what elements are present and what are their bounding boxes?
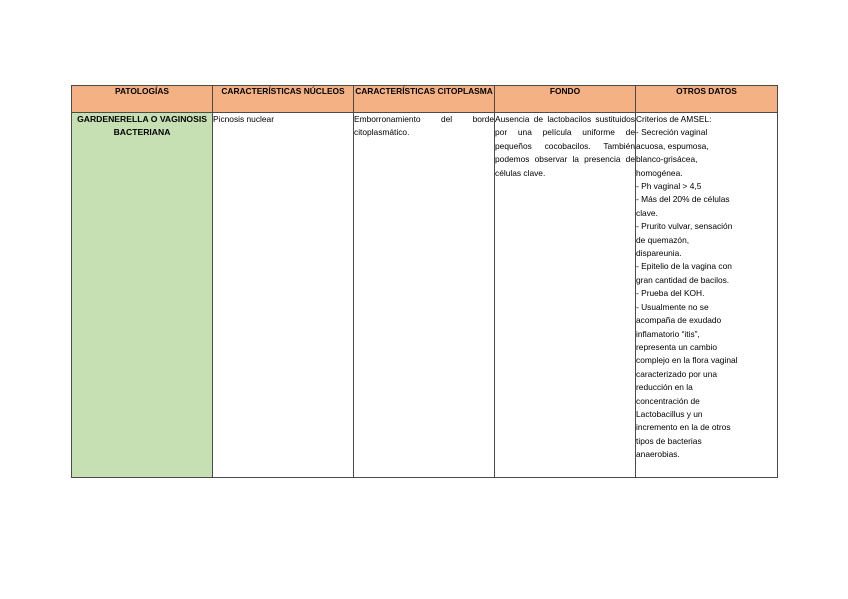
citoplasma-cell: Emborronamiento del borde citoplasmático. bbox=[354, 113, 495, 478]
otros-datos-line: reducción en la bbox=[636, 382, 693, 393]
header-caracteristicas-citoplasma: CARACTERÍSTICAS CITOPLASMA bbox=[354, 86, 495, 113]
otros-datos-line: - Usualmente no se bbox=[636, 301, 709, 312]
otros-datos-line: - Prueba del KOH. bbox=[636, 288, 705, 299]
otros-datos-line: clave. bbox=[636, 207, 658, 218]
otros-datos-line: anaerobias. bbox=[636, 449, 680, 460]
otros-datos-line: concentración de bbox=[636, 395, 700, 406]
otros-datos-line: - Ph vaginal > 4,5 bbox=[636, 181, 702, 192]
otros-datos-line: - Más del 20% de células bbox=[636, 194, 730, 205]
otros-datos-line: incremento en la de otros bbox=[636, 422, 731, 433]
pathology-name-cell: GARDENERELLA O VAGINOSIS BACTERIANA bbox=[72, 113, 213, 478]
header-fondo: FONDO bbox=[495, 86, 636, 113]
otros-datos-line: - Prurito vulvar, sensación bbox=[636, 221, 733, 232]
otros-datos-line: Lactobacillus y un bbox=[636, 408, 703, 419]
otros-datos-line: acuosa, espumosa, bbox=[636, 140, 709, 151]
fondo-cell: Ausencia de lactobacilos sustituidos por una película uniforme de pequeños cocobacilos. También podemos observar la presencia de células clave. bbox=[495, 113, 636, 478]
otros-datos-line: caracterizado por una bbox=[636, 368, 718, 379]
otros-datos-cell bbox=[636, 113, 778, 478]
header-patologias: PATOLOGÍAS bbox=[72, 86, 213, 113]
header-otros-datos: OTROS DATOS bbox=[636, 86, 778, 113]
otros-datos-list bbox=[636, 113, 777, 462]
pathology-table bbox=[71, 85, 778, 478]
nucleos-cell: Picnosis nuclear bbox=[213, 113, 354, 478]
otros-datos-line: complejo en la flora vaginal bbox=[636, 355, 738, 366]
otros-datos-line: - Epitelio de la vagina con bbox=[636, 261, 732, 272]
table-header-row bbox=[72, 86, 778, 113]
otros-datos-line: Criterios de AMSEL: bbox=[636, 114, 712, 124]
otros-datos-line: dispareunia. bbox=[636, 248, 682, 259]
table-row bbox=[72, 113, 778, 478]
otros-datos-line: blanco-grisácea, bbox=[636, 154, 698, 165]
otros-datos-line: acompaña de exudado bbox=[636, 315, 722, 326]
otros-datos-line: - Secreción vaginal bbox=[636, 127, 708, 138]
otros-datos-line: representa un cambio bbox=[636, 341, 718, 352]
header-caracteristicas-nucleos: CARACTERÍSTICAS NÚCLEOS bbox=[213, 86, 354, 113]
otros-datos-line: gran cantidad de bacilos. bbox=[636, 274, 730, 285]
otros-datos-line: tipos de bacterias bbox=[636, 435, 702, 446]
otros-datos-line: inflamatorio “itis”, bbox=[636, 328, 700, 339]
otros-datos-line: homogénea. bbox=[636, 167, 683, 178]
otros-datos-line: de quemazón, bbox=[636, 234, 690, 245]
